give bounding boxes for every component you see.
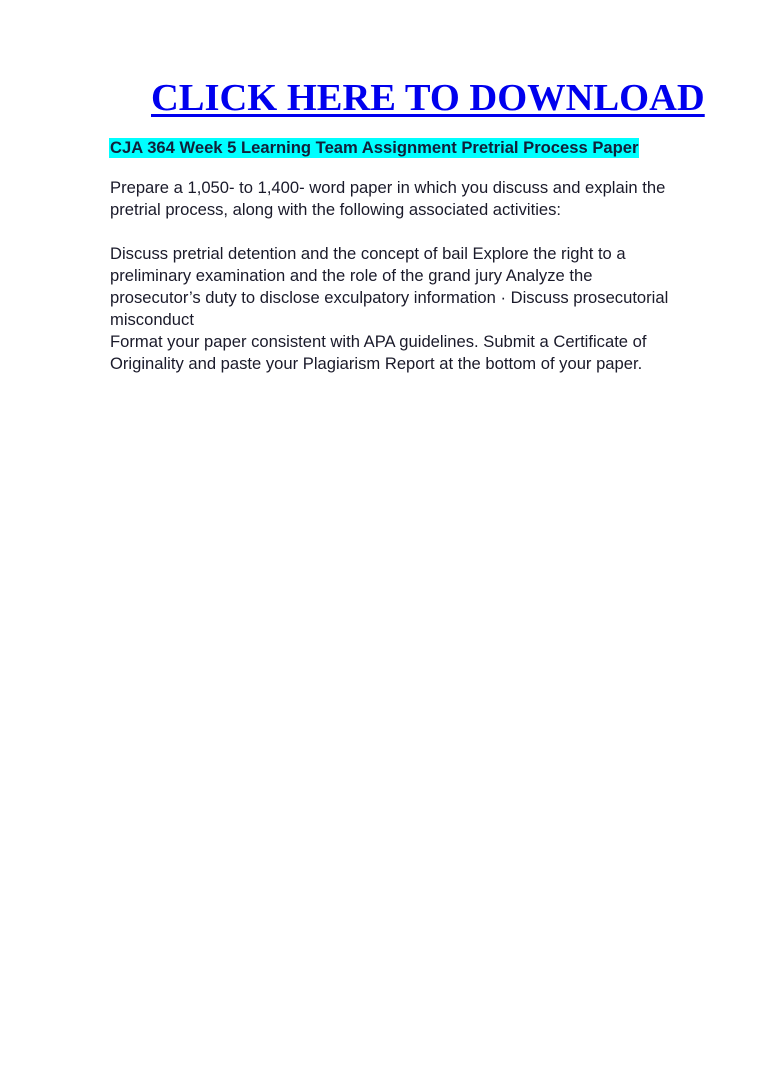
text-line: preliminary examination and the role of the grand jury Analyze the <box>110 266 593 285</box>
text-line: Format your paper consistent with APA guidelines. Submit a Certificate of <box>110 332 647 351</box>
paragraph-activities <box>110 243 710 331</box>
text-line: Discuss pretrial detention and the concept of bail Explore the right to a <box>110 244 626 263</box>
paragraph-format <box>110 331 710 375</box>
text-line: misconduct <box>110 310 194 329</box>
text-line: prosecutor’s duty to disclose exculpatory information · Discuss prosecutorial <box>110 288 669 307</box>
text-line: Originality and paste your Plagiarism Report at the bottom of your paper. <box>110 354 643 373</box>
text-line: Prepare a 1,050- to 1,400- word paper in which you discuss and explain the <box>110 178 666 197</box>
download-link[interactable]: CLICK HERE TO DOWNLOAD <box>151 77 705 119</box>
text-line: pretrial process, along with the following associated activities: <box>110 200 562 219</box>
document-title: CJA 364 Week 5 Learning Team Assignment Pretrial Process Paper <box>110 138 639 157</box>
paragraph-instructions <box>110 177 710 221</box>
